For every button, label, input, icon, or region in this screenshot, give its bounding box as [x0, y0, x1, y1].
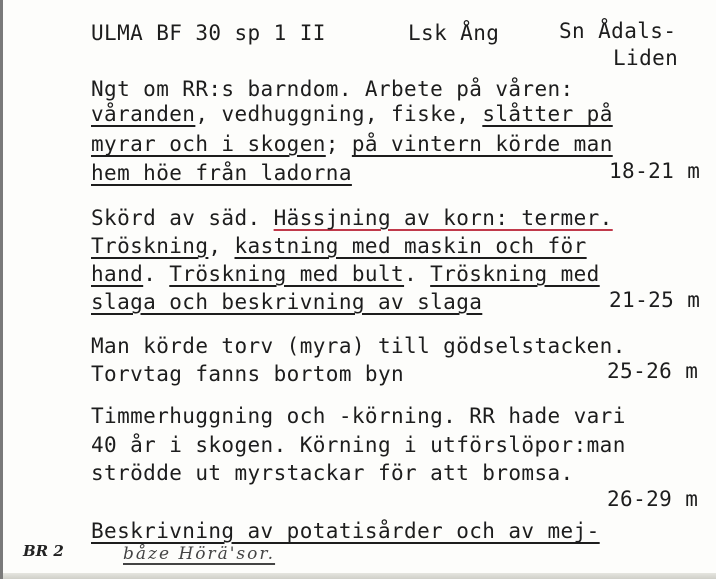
underlined-phrase: på vintern körde man: [351, 132, 613, 156]
text-line: Torvtag fanns bortom byn: [91, 362, 405, 386]
underlined-phrase: Tröskning med bult: [169, 262, 405, 286]
header-right-line1: Sn Ådals-: [559, 19, 677, 43]
text-line: strödde ut myrstackar för att bromsa.: [91, 461, 574, 485]
margin-note: BR 2: [23, 542, 64, 560]
text-phrase: , vedhuggning, fiske,: [195, 102, 470, 126]
underlined-phrase: kastning med maskin och för: [234, 234, 587, 258]
page-reference: 26-29 m: [607, 487, 699, 511]
text-phrase: .: [143, 262, 157, 286]
underlined-phrase: hand: [91, 262, 144, 286]
text-line: [91, 518, 600, 544]
header-left: ULMA BF 30 sp 1 II: [91, 21, 326, 45]
header-right-line2: Liden: [613, 46, 679, 70]
page-reference: 21-25 m: [609, 288, 701, 312]
underlined-phrase: våranden: [91, 102, 196, 126]
underlined-phrase: hem höe från ladorna: [91, 161, 352, 185]
text-line: Timmerhuggning och -körning. RR hade vari: [91, 404, 626, 428]
text-line: Ngt om RR:s barndom. Arbete på våren:: [91, 77, 574, 101]
underlined-phrase: Tröskning: [91, 234, 209, 258]
underlined-phrase: slåtter på: [482, 102, 613, 126]
underlined-phrase: myrar och i skogen: [91, 132, 326, 156]
red-underlined-phrase: Hässjning av korn: termer.: [273, 206, 613, 230]
handwritten-line: båze Hörä'sor.: [123, 544, 276, 564]
text-line: [91, 289, 482, 315]
text-line: [91, 160, 352, 186]
text-phrase: ;: [325, 132, 339, 156]
text-phrase: ,: [208, 234, 222, 258]
page-reference: 25-26 m: [607, 359, 699, 383]
text-line: 40 år i skogen. Körning i utförslöpor:man: [91, 433, 626, 457]
text-phrase: Skörd av säd.: [91, 206, 261, 230]
text-line: [91, 101, 613, 127]
page-reference: 18-21 m: [609, 159, 701, 183]
text-line: [91, 233, 587, 259]
underlined-phrase: slaga och beskrivning av slaga: [91, 290, 483, 314]
text-line: Man körde torv (myra) till gödselstacken.: [91, 334, 626, 358]
text-line: [91, 261, 600, 287]
text-line: [91, 205, 613, 231]
card-bottom-edge: [3, 573, 716, 579]
underlined-phrase: Tröskning med: [430, 262, 600, 286]
text-line: [91, 131, 613, 157]
header-middle: Lsk Ång: [408, 21, 500, 45]
text-phrase: .: [404, 262, 418, 286]
underlined-phrase: Beskrivning av potatisårder och av mej-: [91, 519, 600, 543]
